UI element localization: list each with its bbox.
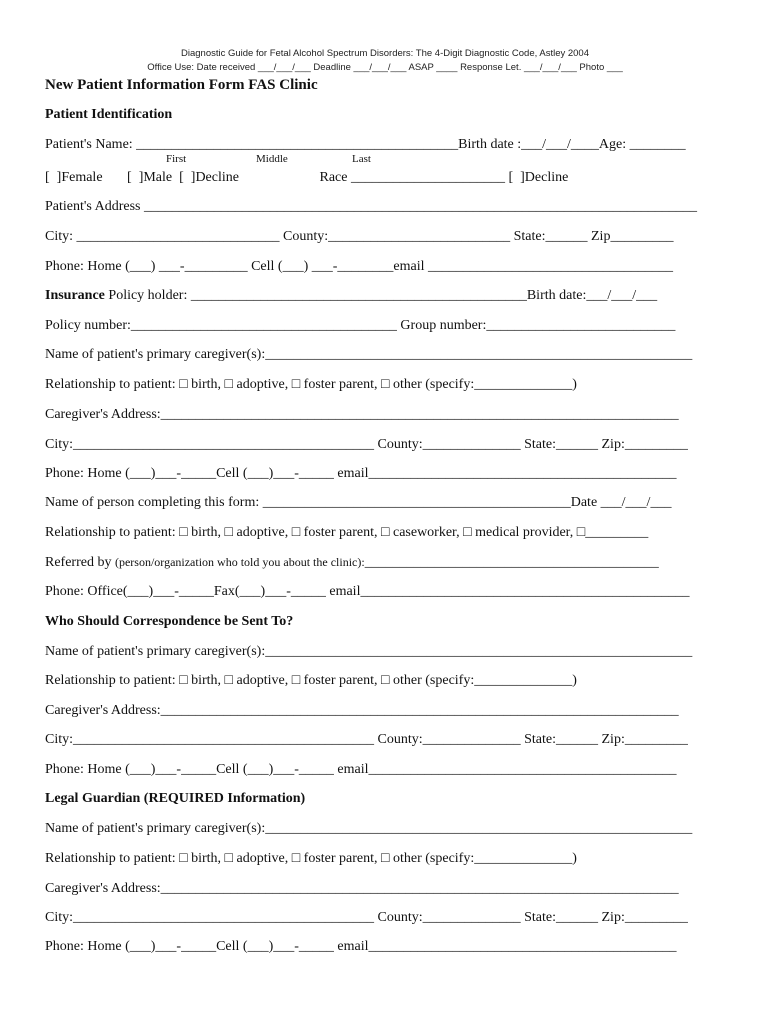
policy-number-field[interactable]: Policy number:______________________________________ Group number:___________________________	[45, 318, 676, 333]
patient-address-field[interactable]: Patient's Address _______________________________________________________________________________	[45, 199, 697, 214]
section-legal-guardian: Legal Guardian (REQUIRED Information)	[45, 791, 306, 806]
referred-by-field[interactable]	[45, 554, 659, 571]
correspondence-city-field[interactable]: City:___________________________________________ County:______________ State:______ Zip:_________	[45, 732, 688, 747]
caregiver-relationship-field[interactable]: Relationship to patient: □ birth, □ adoptive, □ foster parent, □ other (specify:______________)	[45, 377, 577, 392]
name-last-label: Last	[352, 153, 371, 165]
insurance-policy-holder-field[interactable]	[45, 287, 657, 304]
correspondence-address-field[interactable]: Caregiver's Address:__________________________________________________________________________	[45, 703, 679, 718]
correspondence-relationship-field[interactable]: Relationship to patient: □ birth, □ adoptive, □ foster parent, □ other (specify:______________)	[45, 673, 577, 688]
caregiver-city-field[interactable]: City:___________________________________________ County:______________ State:______ Zip:_________	[45, 437, 688, 452]
caregiver-phone-field[interactable]: Phone: Home (___)___-_____Cell (___)___-_____ email____________________________________________	[45, 466, 677, 481]
patient-name-field[interactable]: Patient's Name: ______________________________________________Birth date :___/___/____Age: ________	[45, 137, 686, 152]
guardian-address-field[interactable]: Caregiver's Address:__________________________________________________________________________	[45, 881, 679, 896]
patient-city-field[interactable]: City: _____________________________ County:__________________________ State:______ Zip_________	[45, 229, 674, 244]
section-correspondence: Who Should Correspondence be Sent To?	[45, 614, 294, 629]
header-office-use: Office Use: Date received ___/___/___ Deadline ___/___/___ ASAP ____ Response Let. ___/___/___ Photo ___	[147, 62, 623, 73]
caregiver-address-field[interactable]: Caregiver's Address:__________________________________________________________________________	[45, 407, 679, 422]
referrer-phone-field[interactable]: Phone: Office(___)___-_____Fax(___)___-_____ email_______________________________________________	[45, 584, 690, 599]
insurance-label: Insurance	[45, 288, 105, 303]
section-patient-identification: Patient Identification	[45, 107, 173, 122]
referred-by-hint: (person/organization who told you about the clinic):	[114, 555, 365, 569]
completer-relationship-field[interactable]: Relationship to patient: □ birth, □ adoptive, □ foster parent, □ caseworker, □ medical provider, □_________	[45, 525, 649, 540]
form-title: New Patient Information Form FAS Clinic	[45, 77, 318, 93]
name-first-label: First	[166, 153, 187, 165]
name-middle-label: Middle	[256, 153, 288, 165]
guardian-city-field[interactable]: City:___________________________________________ County:______________ State:______ Zip:_________	[45, 910, 688, 925]
guardian-phone-field[interactable]: Phone: Home (___)___-_____Cell (___)___-_____ email____________________________________________	[45, 939, 677, 954]
policy-holder-text: Policy holder: ________________________________________________Birth date:___/___/___	[104, 288, 658, 303]
guardian-name-field[interactable]: Name of patient's primary caregiver(s):_____________________________________________________________	[45, 821, 693, 836]
correspondence-caregiver-name-field[interactable]: Name of patient's primary caregiver(s):_____________________________________________________________	[45, 644, 693, 659]
guardian-relationship-field[interactable]: Relationship to patient: □ birth, □ adoptive, □ foster parent, □ other (specify:______________)	[45, 851, 577, 866]
patient-phone-field[interactable]: Phone: Home (___) ___-_________ Cell (___) ___-________email ___________________________________	[45, 259, 674, 274]
caregiver-name-field[interactable]: Name of patient's primary caregiver(s):_____________________________________________________________	[45, 347, 693, 362]
referred-by-blank: __________________________________________	[364, 555, 659, 570]
sex-race-field[interactable]: [ ]Female [ ]Male [ ]Decline Race ______________________ [ ]Decline	[45, 170, 569, 185]
correspondence-phone-field[interactable]: Phone: Home (___)___-_____Cell (___)___-_____ email____________________________________________	[45, 762, 677, 777]
person-completing-field[interactable]: Name of person completing this form: ____________________________________________Date ___/___/___	[45, 495, 672, 510]
referred-by-label: Referred by	[45, 555, 115, 570]
header-citation: Diagnostic Guide for Fetal Alcohol Spectrum Disorders: The 4-Digit Diagnostic Code, Astley 2004	[181, 48, 589, 59]
